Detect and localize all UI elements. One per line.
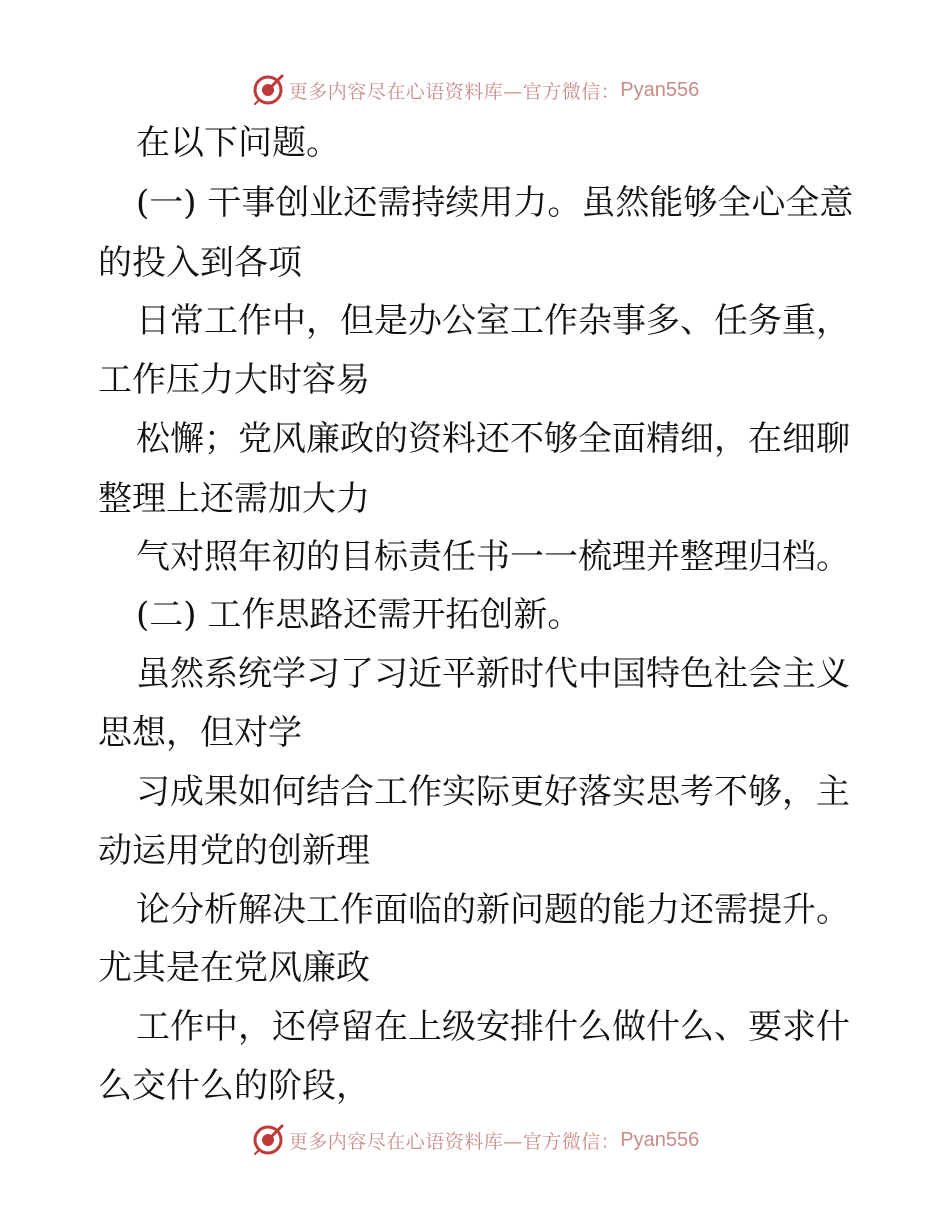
header-banner (0, 70, 950, 110)
pen-seal-icon (251, 1123, 285, 1157)
text-line: 论分析解决工作面临的新问题的能力还需提升。 (136, 890, 850, 930)
text-line: 尤其是在党风廉政 (98, 948, 370, 988)
text-line: 么交什么的阶段， (98, 1066, 370, 1106)
text-line: 整理上还需加大力 (98, 479, 370, 519)
header-banner-id: Pyan556 (620, 78, 700, 101)
text-line: 工作中，还停留在上级安排什么做什么、要求什 (136, 1007, 850, 1047)
footer-banner (0, 1120, 950, 1160)
text-line: 松懈；党风廉政的资料还不够全面精细，在细聊 (136, 419, 850, 459)
footer-banner-text: 更多内容尽在心语资料库—官方微信： (288, 1130, 621, 1153)
text-line: 的投入到各项 (98, 243, 302, 283)
text-line: 在以下问题。 (136, 123, 340, 163)
header-banner-text: 更多内容尽在心语资料库—官方微信： (288, 80, 621, 103)
footer-banner-id: Pyan556 (620, 1128, 700, 1151)
text-line: 虽然系统学习了习近平新时代中国特色社会主义 (136, 654, 850, 694)
text-line: 气对照年初的目标责任书一一梳理并整理归档。 (136, 537, 850, 577)
text-line: 思想，但对学 (98, 713, 302, 753)
text-line: 日常工作中，但是办公室工作杂事多、任务重， (136, 301, 850, 341)
text-line: (一) 干事创业还需持续用力。虽然能够全心全意 (136, 183, 854, 223)
text-line: 动运用党的创新理 (98, 831, 370, 871)
pen-seal-icon (251, 73, 285, 107)
text-line: 工作压力大时容易 (98, 360, 370, 400)
text-line: (二) 工作思路还需开拓创新。 (136, 595, 582, 635)
text-line: 习成果如何结合工作实际更好落实思考不够，主 (136, 772, 850, 812)
